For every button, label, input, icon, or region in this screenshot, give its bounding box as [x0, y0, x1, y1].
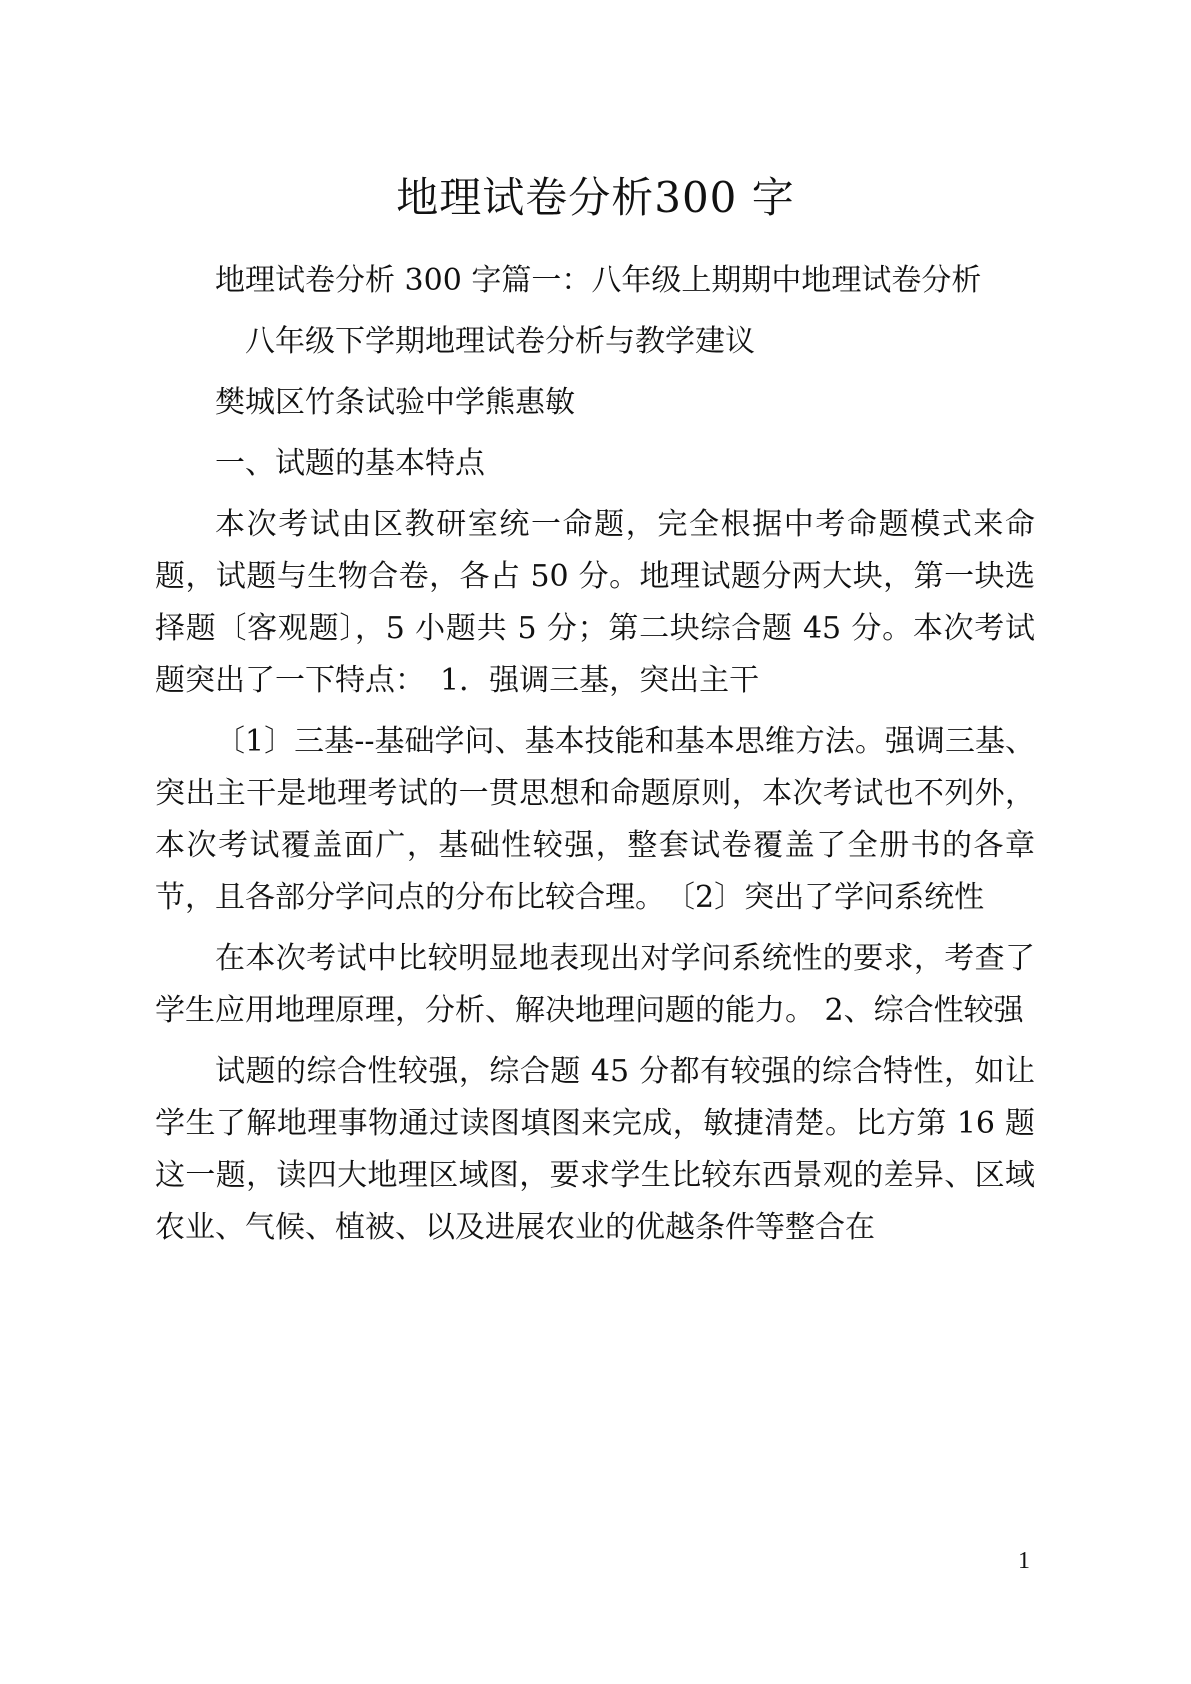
section-heading-paragraph: 地理试卷分析 300 字篇一：八年级上期期中地理试卷分析: [215, 263, 982, 298]
author-line: 樊城区竹条试验中学熊惠敏: [215, 385, 575, 420]
page-number: 1: [1018, 1548, 1030, 1574]
body-paragraph: 在本次考试中比较明显地表现出对学问系统性的要求，考查了学生应用地理原理，分析、解决地理问题的能力。 2、综合性较强: [155, 941, 1035, 1028]
body-paragraph: 试题的综合性较强，综合题 45 分都有较强的综合特性，如让学生了解地理事物通过读图填图来完成，敏捷清楚。比方第 16 题这一题，读四大地理区域图，要求学生比较东西景观的差异、区域农业、气候、植被、以及进展农业的优越条件等整合在: [155, 1054, 1035, 1245]
body-paragraph: 〔1〕三基--基础学问、基本技能和基本思维方法。强调三基、突出主干是地理考试的一贯思想和命题原则，本次考试也不列外，本次考试覆盖面广，基础性较强，整套试卷覆盖了全册书的各章节，且各部分学问点的分布比较合理。 〔2〕突出了学问系统性: [155, 724, 1035, 915]
report-subtitle: 八年级下学期地理试卷分析与教学建议: [245, 324, 755, 359]
section-heading-features: 一、试题的基本特点: [215, 446, 485, 481]
document-title: 地理试卷分析300 字: [396, 173, 795, 222]
document-body: [155, 255, 1035, 1263]
body-paragraph: 本次考试由区教研室统一命题，完全根据中考命题模式来命题，试题与生物合卷，各占 50 分。地理试题分两大块，第一块选择题〔客观题〕，5 小题共 5 分；第二块综合题 45 分。本次考试题突出了一下特点： 1．强调三基，突出主干: [155, 507, 1035, 698]
